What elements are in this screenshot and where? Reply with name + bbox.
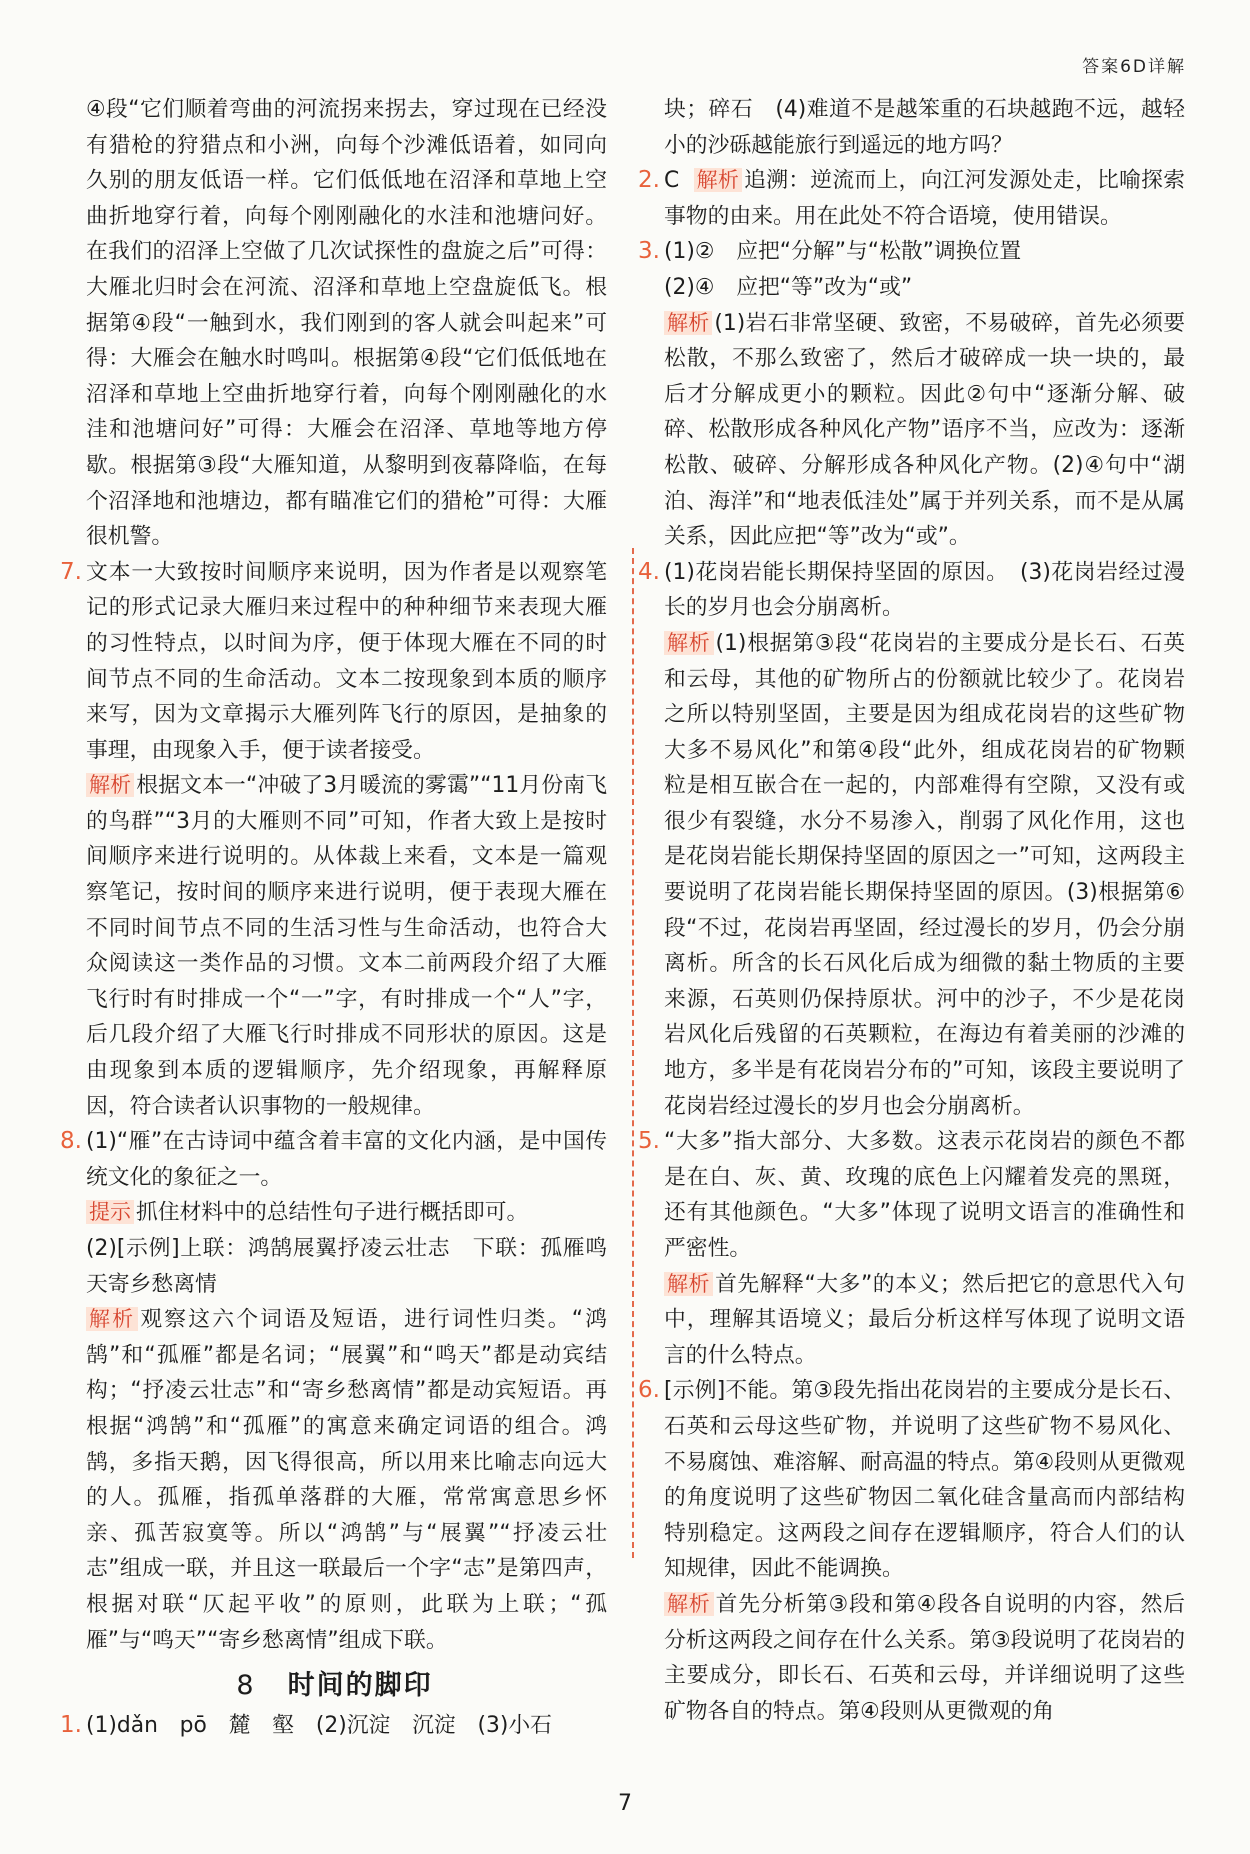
question-8 [62, 1124, 607, 1658]
lesson-number: 8 [236, 1670, 256, 1702]
q8-analysis-block [86, 1302, 607, 1658]
q8-part1: (1)“雁”在古诗词中蕴含着丰富的文化内涵，是中国传统文化的象征之一。 [86, 1129, 607, 1190]
left-column [62, 92, 607, 1744]
q6-continuation: ④段“它们顺着弯曲的河流拐来拐去，穿过现在已经没有猎枪的狩猎点和小洲，向每个沙滩低语着，如同向久别的朋友低语一样。它们低低地在沼泽和草地上空曲折地穿行着，向每个刚刚融化的水洼和池塘问好。在我们的沼泽上空做了几次试探性的盘旋之后”可得：大雁北归时会在河流、沼泽和草地上空盘旋低飞。根据第④段“一触到水，我们刚到的客人就会叫起来”可得：大雁会在触水时鸣叫。根据第④段“它们低低地在沼泽和草地上空曲折地穿行着，向每个刚刚融化的水洼和池塘问好”可得：大雁会在沼泽、草地等地方停歇。根据第③段“大雁知道，从黎明到夜幕降临，在每个沼泽地和池塘边，都有瞄准它们的猎枪”可得：大雁很机警。 [86, 97, 607, 550]
q6-analysis-block [664, 1587, 1185, 1729]
analysis-tag: 解析 [664, 1592, 714, 1616]
q2-analysis: 追溯：逆流而上，向江河发源处走，比喻探索事物的由来。用在此处不符合语境，使用错误。 [664, 168, 1185, 229]
analysis-tag: 解析 [664, 631, 714, 655]
tip-tag: 提示 [86, 1200, 134, 1224]
question-number: 2. [638, 167, 660, 194]
lesson-title [62, 1664, 607, 1708]
question-5 [640, 1124, 1185, 1373]
question-number: 8. [60, 1128, 82, 1155]
q4-analysis: (1)根据第③段“花岗岩的主要成分是长石、石英和云母，其他的矿物所占的份额就比较少了。花岗岩之所以特别坚固，主要是因为组成花岗岩的这些矿物大多不易风化”和第④段“此外，组成花岗岩的矿物颗粒是相互嵌合在一起的，内部难得有空隙，又没有或很少有裂缝，水分不易渗入，削弱了风化作用，这也是花岗岩能长期保持坚固的原因之一”可知，这两段主要说明了花岗岩能长期保持坚固的原因。(3)根据第⑥段“不过，花岗岩再坚固，经过漫长的岁月，仍会分崩离析。所含的长石风化后成为细微的黏土物质的主要来源，石英则仍保持原状。河中的沙子，不少是花岗岩风化后残留的石英颗粒，在海边有着美丽的沙滩的地方，多半是有花岗岩分布的”可知，该段主要说明了花岗岩经过漫长的岁月也会分崩离析。 [664, 630, 1185, 1119]
q3-analysis: (1)岩石非常坚硬、致密，不易破碎，首先必须要松散，不那么致密了，然后才破碎成一块一块的，最后才分解成更小的颗粒。因此②句中“逐渐分解、破碎、松散形成各种风化产物”语序不当，应改为：逐渐松散、破碎、分解形成各种风化产物。(2)④句中“湖泊、海洋”和“地表低洼处”属于并列关系，而不是从属关系，因此应把“等”改为“或”。 [664, 310, 1185, 550]
question-number: 7. [60, 558, 82, 585]
question-7 [62, 555, 607, 1125]
analysis-tag: 解析 [664, 311, 712, 335]
analysis-tag: 解析 [664, 1272, 713, 1296]
q7-analysis-block [86, 768, 607, 1124]
q7-answer: 文本一大致按时间顺序来说明，因为作者是以观察笔记的形式记录大雁归来过程中的种种细节来表现大雁的习性特点，以时间为序，便于体现大雁在不同的时间节点不同的生命活动。文本二按现象到本质的顺序来写，因为文章揭示大雁列阵飞行的原因，是抽象的事理，由现象入手，便于读者接受。 [86, 559, 607, 763]
question-number: 3. [638, 238, 660, 265]
q1-answer: (1)dǎn pō 麓 壑 (2)沉淀 沉淀 (3)小石 [86, 1713, 552, 1739]
q2-answer: C [664, 168, 680, 194]
q4-answer: (1)花岗岩能长期保持坚固的原因。 (3)花岗岩经过漫长的岁月也会分崩离析。 [664, 559, 1185, 621]
analysis-tag: 解析 [694, 168, 743, 192]
analysis-tag: 解析 [86, 773, 134, 797]
q7-analysis: 根据文本一“冲破了3月暖流的雾霭”“11月份南飞的鸟群”“3月的大雁则不同”可知，作者大致上是按时间顺序来进行说明的。从体裁上来看，文本是一篇观察笔记，按时间的顺序来进行说明，便于表现大雁在不同时间节点不同的生活习性与生命活动，也符合大众阅读这一类作品的习惯。文本二前两段介绍了大雁飞行时有时排成一个“一”字，有时排成一个“人”字，后几段介绍了大雁飞行时排成不同形状的原因。这是由现象到本质的逻辑顺序，先介绍现象，再解释原因，符合读者认识事物的一般规律。 [86, 773, 608, 1119]
question-2 [640, 163, 1185, 234]
right-column [640, 92, 1185, 1729]
question-number: 1. [60, 1712, 82, 1739]
q5-analysis-block [664, 1267, 1185, 1374]
q5-analysis: 首先解释“大多”的本义；然后把它的意思代入句中，理解其语境义；最后分析这样写体现了说明文语言的什么特点。 [664, 1271, 1186, 1368]
question-3 [640, 234, 1185, 554]
q8-tip-block [86, 1195, 607, 1231]
lesson-name: 时间的脚印 [287, 1670, 433, 1702]
q6-answer: [示例]不能。第③段先指出花岗岩的主要成分是长石、石英和云母这些矿物，并说明了这些矿物不易风化、不易腐蚀、难溶解、耐高温的特点。第④段则从更微观的角度说明了这些矿物因二氧化硅含量高而内部结构特别稳定。这两段之间存在逻辑顺序，符合人们的认知规律，因此不能调换。 [664, 1378, 1185, 1582]
page-header: 答案6D详解 [1082, 57, 1186, 77]
q8-analysis: 观察这六个词语及短语，进行词性归类。“鸿鹄”和“孤雁”都是名词；“展翼”和“鸣天”都是动宾结构；“抒凌云壮志”和“寄乡愁离情”都是动宾短语。再根据“鸿鹄”和“孤雁”的寓意来确定词语的组合。鸿鹄，多指天鹅，因飞得很高，所以用来比喻志向远大的人。孤雁，指孤单落群的大雁，常常寓意思乡怀亲、孤苦寂寞等。所以“鸿鹄”与“展翼”“抒凌云壮志”组成一联，并且这一联最后一个字“志”是第四声，根据对联“仄起平收”的原则，此联为上联；“孤雁”与“鸣天”“寄乡愁离情”组成下联。 [86, 1307, 608, 1653]
question-number: 5. [638, 1128, 660, 1155]
page-number: 7 [618, 1791, 632, 1816]
q2-block [664, 163, 1185, 234]
question-number: 4. [638, 558, 660, 585]
q8-tip: 抓住材料中的总结性句子进行概括即可。 [136, 1200, 529, 1226]
q4-analysis-block [664, 626, 1185, 1124]
q3-line2: (2)④ 应把“等”改为“或” [664, 274, 913, 300]
q8-part2: (2)[示例]上联：鸿鹄展翼抒凌云壮志 下联：孤雁鸣天寄乡愁离情 [86, 1236, 607, 1297]
q3-analysis-block [664, 306, 1185, 555]
q5-answer: “大多”指大部分、大多数。这表示花岗岩的颜色不都是在白、灰、黄、玫瑰的底色上闪耀着发亮的黑斑，还有其他颜色。“大多”体现了说明文语言的准确性和严密性。 [664, 1129, 1185, 1261]
q1-continuation: 块；碎石 (4)难道不是越笨重的石块越跑不远，越轻小的沙砾越能旅行到遥远的地方吗？ [664, 97, 1185, 158]
column-divider [632, 548, 634, 1558]
question-number: 6. [638, 1377, 660, 1404]
q3-line1: (1)② 应把“分解”与“松散”调换位置 [664, 239, 1022, 265]
analysis-tag: 解析 [86, 1307, 138, 1331]
question-6 [640, 1373, 1185, 1729]
question-4 [640, 555, 1185, 1125]
lesson8-question-1 [62, 1708, 607, 1744]
q6-analysis: 首先分析第③段和第④段各自说明的内容，然后分析这两段之间存在什么关系。第③段说明了花岗岩的主要成分，即长石、石英和云母，并详细说明了这些矿物各自的特点。第④段则从更微观的角 [664, 1591, 1185, 1724]
